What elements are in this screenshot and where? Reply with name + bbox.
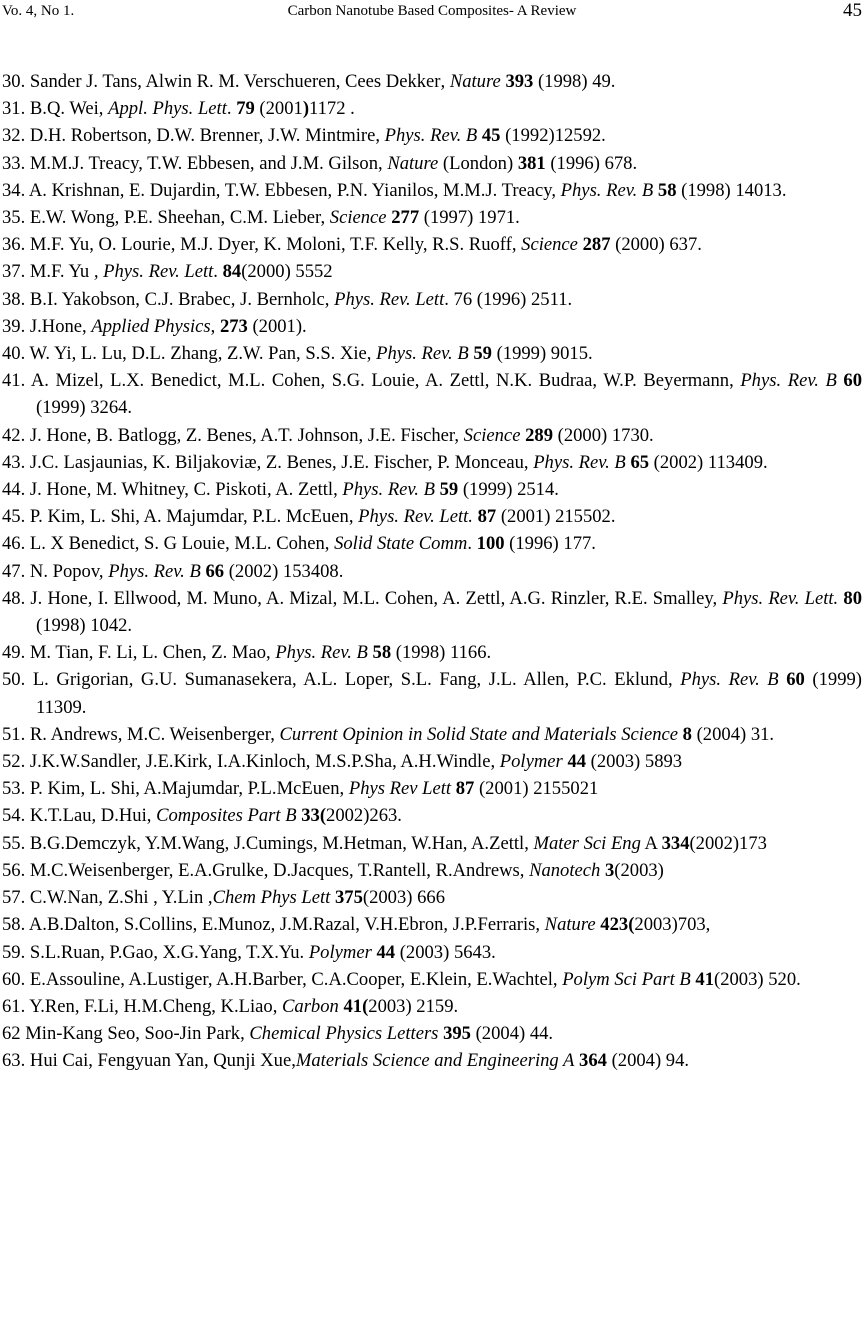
reference-text: (2001) 215502. <box>496 506 616 528</box>
reference-entry <box>2 449 862 476</box>
reference-text: 44. J. Hone, M. Whitney, C. Piskoti, A. Zettl, <box>2 479 343 501</box>
reference-text: (2001) 2155021 <box>474 778 599 800</box>
journal-name: Phys. Rev. B <box>342 479 435 501</box>
journal-name: Polym Sci Part B <box>562 968 691 990</box>
reference-entry <box>2 367 862 421</box>
reference-text: 31. B.Q. Wei, <box>2 98 109 120</box>
journal-name: Phys. Rev. Lett <box>334 288 445 310</box>
reference-text: (1999) 2514. <box>458 479 559 501</box>
journal-name: Science <box>329 207 387 229</box>
reference-entry <box>2 231 862 258</box>
reference-entry <box>2 286 862 313</box>
journal-name: Nature <box>387 152 439 174</box>
reference-text: (1998) 1166. <box>391 642 492 664</box>
reference-text: 55. B.G.Demczyk, Y.M.Wang, J.Cumings, M.Hetman, W.Han, A.Zettl, <box>2 832 534 854</box>
reference-text: (2001). <box>247 315 307 337</box>
volume-number: 79 <box>236 98 255 120</box>
reference-text: 38. B.I. Yakobson, C.J. Brabec, J. Bernholc, <box>2 288 335 310</box>
reference-text: 34. A. Krishnan, E. Dujardin, T.W. Ebbesen, P.N. Yianilos, M.M.J. Treacy, <box>2 179 561 201</box>
volume-number: 273 <box>219 315 248 337</box>
volume-number: 100 <box>476 533 505 555</box>
reference-text: 49. M. Tian, F. Li, L. Chen, Z. Mao, <box>2 642 276 664</box>
reference-text: (1996) 177. <box>504 533 596 555</box>
reference-text: (1999) 11309. <box>36 669 862 718</box>
reference-text: 35. E.W. Wong, P.E. Sheehan, C.M. Lieber, <box>2 207 330 229</box>
reference-text: 50. L. Grigorian, G.U. Sumanasekera, A.L. Loper, S.L. Fang, J.L. Allen, P.C. Eklund, <box>2 669 681 691</box>
reference-text: 60. E.Assouline, A.Lustiger, A.H.Barber, C.A.Cooper, E.Klein, E.Wachtel, <box>2 968 563 990</box>
volume-number: 41( <box>343 995 369 1017</box>
volume-number: 59 <box>439 479 459 501</box>
reference-text: (2003) 5893 <box>586 751 683 773</box>
reference-text: 40. W. Yi, L. Lu, D.L. Zhang, Z.W. Pan, S.S. Xie, <box>2 343 377 365</box>
reference-text: (2003) 520. <box>714 968 801 990</box>
page-number: 45 <box>843 0 862 21</box>
reference-text: (1992)12592. <box>500 125 606 147</box>
reference-entry <box>2 150 862 177</box>
reference-text: 58. A.B.Dalton, S.Collins, E.Munoz, J.M.Razal, V.H.Ebron, J.P.Ferraris, <box>2 914 545 936</box>
volume-number: 41 <box>695 968 715 990</box>
journal-name: Phys. Rev. B <box>533 451 626 473</box>
reference-text: 36. M.F. Yu, O. Lourie, M.J. Dyer, K. Moloni, T.F. Kelly, R.S. Ruoff, <box>2 234 522 256</box>
reference-text: 54. K.T.Lau, D.Hui, <box>2 805 157 827</box>
reference-text: , <box>210 315 220 337</box>
reference-text: 62 Min-Kang Seo, Soo-Jin Park, <box>2 1023 250 1045</box>
journal-name: Phys. Rev. B <box>108 560 201 582</box>
reference-text: 39. J.Hone, <box>2 315 92 337</box>
reference-entry <box>2 911 862 938</box>
volume-number: 3 <box>604 859 615 881</box>
reference-text: (1999) 3264. <box>36 397 133 419</box>
reference-entry <box>2 558 862 585</box>
reference-text: 51. R. Andrews, M.C. Weisenberger, <box>2 723 280 745</box>
reference-entry <box>2 68 862 95</box>
reference-entry <box>2 884 862 911</box>
reference-entry <box>2 1020 862 1047</box>
reference-text: . <box>213 261 223 283</box>
volume-number: 44 <box>376 941 396 963</box>
reference-entry <box>2 802 862 829</box>
reference-text: 45. P. Kim, L. Shi, A. Majumdar, P.L. McEuen, <box>2 506 359 528</box>
reference-text: . 76 (1996) 2511. <box>444 288 573 310</box>
volume-number: 393 <box>505 71 534 92</box>
journal-name: Nanotech <box>529 859 601 881</box>
reference-text: 47. N. Popov, <box>2 560 109 582</box>
journal-volume: Vo. 4, No 1. <box>2 3 75 19</box>
reference-text: (2000) 5552 <box>241 261 333 283</box>
volume-number: 65 <box>630 451 650 473</box>
reference-list <box>2 68 862 1075</box>
volume-number: 80 <box>843 587 862 609</box>
reference-text: 2002)263. <box>326 805 402 827</box>
reference-entry <box>2 313 862 340</box>
reference-text: (London) <box>438 152 518 174</box>
reference-text: (2002) 113409. <box>649 451 768 473</box>
reference-entry <box>2 857 862 884</box>
journal-name: Chem Phys Lett <box>212 887 331 909</box>
reference-text: (1998) 14013. <box>676 179 787 201</box>
reference-entry <box>2 122 862 149</box>
reference-entry <box>2 1047 862 1074</box>
reference-text: 32. D.H. Robertson, D.W. Brenner, J.W. Mintmire, <box>2 125 385 147</box>
reference-text: 52. J.K.W.Sandler, J.E.Kirk, I.A.Kinloch, M.S.P.Sha, A.H.Windle, <box>2 751 500 773</box>
volume-number: ) <box>302 98 310 120</box>
reference-entry <box>2 721 862 748</box>
reference-entry <box>2 830 862 857</box>
reference-entry <box>2 204 862 231</box>
reference-entry <box>2 775 862 802</box>
volume-number: 45 <box>481 125 501 147</box>
journal-name: Solid State Comm <box>334 533 468 555</box>
journal-name: Phys. Rev. Lett. <box>358 506 473 528</box>
reference-text: 61. Y.Ren, F.Li, H.M.Cheng, K.Liao, <box>2 995 282 1017</box>
journal-name: Phys. Rev. B <box>376 343 469 365</box>
journal-name: , Nature <box>440 71 501 92</box>
page-header <box>0 0 864 30</box>
reference-text: (1996) 678. <box>545 152 638 174</box>
reference-text: 53. P. Kim, L. Shi, A.Majumdar, P.L.McEuen, <box>2 778 349 800</box>
journal-name: Current Opinion in Solid State and Materials Science <box>279 723 679 745</box>
journal-name: Nature <box>544 914 596 936</box>
reference-text: A <box>640 832 662 854</box>
reference-text: (2003) <box>614 859 664 881</box>
journal-name: Science <box>521 234 578 256</box>
reference-text: . <box>467 533 477 555</box>
volume-number: 58 <box>657 179 677 201</box>
reference-entry <box>2 422 862 449</box>
reference-entry <box>2 639 862 666</box>
journal-name: Mater Sci Eng <box>533 832 641 854</box>
reference-text: 57. C.W.Nan, Z.Shi , Y.Lin , <box>2 887 213 909</box>
reference-text: (2003) 5643. <box>395 941 496 963</box>
journal-name: Applied Physics <box>91 315 211 337</box>
volume-number: 33( <box>301 805 327 827</box>
volume-number: 395 <box>443 1023 471 1045</box>
volume-number: 381 <box>517 152 546 174</box>
reference-text: (2000) 637. <box>610 234 702 256</box>
journal-name: Phys Rev Lett <box>348 778 452 800</box>
reference-text: (1998) 49. <box>533 71 616 92</box>
reference-entry <box>2 993 862 1020</box>
journal-name: Phys. Rev. B <box>680 669 779 691</box>
running-title: Carbon Nanotube Based Composites- A Review <box>287 3 577 19</box>
reference-entry <box>2 340 862 367</box>
reference-entry <box>2 585 862 639</box>
reference-text: (2003) 666 <box>362 887 445 909</box>
journal-name: Science <box>463 424 521 446</box>
journal-name: Phys. Rev. B <box>384 125 478 147</box>
journal-name: Phys. Rev. Lett. <box>722 587 839 609</box>
reference-text: 48. J. Hone, I. Ellwood, M. Muno, A. Mizal, M.L. Cohen, A. Zettl, A.G. Rinzler, R.E. Smalley, <box>2 587 723 609</box>
reference-text: (2004) 31. <box>691 723 775 745</box>
reference-text: 42. J. Hone, B. Batlogg, Z. Benes, A.T. Johnson, J.E. Fischer, <box>2 424 464 446</box>
volume-number: 277 <box>391 207 420 229</box>
volume-number: 8 <box>682 723 692 745</box>
journal-name: Chemical Physics Letters <box>249 1023 439 1045</box>
reference-text: 46. L. X Benedict, S. G Louie, M.L. Cohen, <box>2 533 335 555</box>
volume-number: 59 <box>473 343 492 365</box>
journal-name: Phys. Rev. B <box>275 642 368 664</box>
volume-number: 87 <box>455 778 475 800</box>
reference-entry <box>2 748 862 775</box>
volume-number: 287 <box>582 234 611 256</box>
reference-entry <box>2 258 862 285</box>
volume-number: 44 <box>567 751 587 773</box>
reference-entry <box>2 177 862 204</box>
reference-entry <box>2 95 862 122</box>
volume-number: 375 <box>334 887 363 909</box>
journal-name: Polymer <box>499 751 563 773</box>
volume-number: 423( <box>600 914 635 936</box>
reference-text: (2004) 94. <box>606 1050 690 1072</box>
volume-number: 60 <box>843 370 863 392</box>
journal-name: Polymer <box>308 941 372 963</box>
reference-text: 43. J.C. Lasjaunias, K. Biljakoviæ, Z. Benes, J.E. Fischer, P. Monceau, <box>2 451 534 473</box>
reference-entry <box>2 530 862 557</box>
reference-entry <box>2 666 862 720</box>
volume-number: 87 <box>477 506 497 528</box>
reference-text: 63. Hui Cai, Fengyuan Yan, Qunji Xue, <box>2 1050 296 1072</box>
journal-name: Carbon <box>282 995 339 1017</box>
reference-entry <box>2 966 862 993</box>
reference-text: . <box>226 98 237 120</box>
reference-text: 37. M.F. Yu <box>2 261 94 283</box>
journal-name: Materials Science and Engineering A <box>295 1050 575 1072</box>
journal-name: Phys. Rev. B <box>740 370 837 392</box>
reference-text: 2003) 2159. <box>368 995 459 1017</box>
volume-number: 364 <box>579 1050 607 1072</box>
reference-text: 1172 . <box>309 98 355 120</box>
reference-text: (2002)173 <box>689 832 767 854</box>
reference-text: 30. Sander J. Tans, Alwin R. M. Verschueren, Cees Dekker <box>2 71 441 92</box>
reference-text: (1997) 1971. <box>419 207 520 229</box>
journal-name: Phys. Rev. B <box>560 179 654 201</box>
volume-number: 66 <box>205 560 225 582</box>
reference-text: 56. M.C.Weisenberger, E.A.Grulke, D.Jacques, T.Rantell, R.Andrews, <box>2 859 530 881</box>
volume-number: 289 <box>525 424 553 446</box>
volume-number: 60 <box>786 669 805 691</box>
journal-name: Appl. Phys. Lett <box>108 98 227 120</box>
reference-entry <box>2 939 862 966</box>
journal-name: Composites Part B <box>156 805 297 827</box>
reference-text: (1998) 1042. <box>36 615 133 637</box>
reference-entry <box>2 476 862 503</box>
reference-text: 59. S.L.Ruan, P.Gao, X.G.Yang, T.X.Yu. <box>2 941 309 963</box>
volume-number: 334 <box>661 832 690 854</box>
reference-text: (2002) 153408. <box>224 560 344 582</box>
reference-text: 33. M.M.J. Treacy, T.W. Ebbesen, and J.M. Gilson, <box>2 152 388 174</box>
reference-entry <box>2 503 862 530</box>
reference-text: (2001 <box>254 98 303 120</box>
reference-text: 41. A. Mizel, L.X. Benedict, M.L. Cohen, S.G. Louie, A. Zettl, N.K. Budraa, W.P. Beyermann, <box>2 370 741 392</box>
reference-text: 2003)703, <box>634 914 711 936</box>
volume-number: 58 <box>372 642 392 664</box>
reference-text: (2000) 1730. <box>553 424 654 446</box>
volume-number: 84 <box>222 261 242 283</box>
reference-text: (1999) 9015. <box>491 343 593 365</box>
reference-text: (2004) 44. <box>470 1023 554 1045</box>
journal-name: , Phys. Rev. Lett <box>93 261 214 283</box>
